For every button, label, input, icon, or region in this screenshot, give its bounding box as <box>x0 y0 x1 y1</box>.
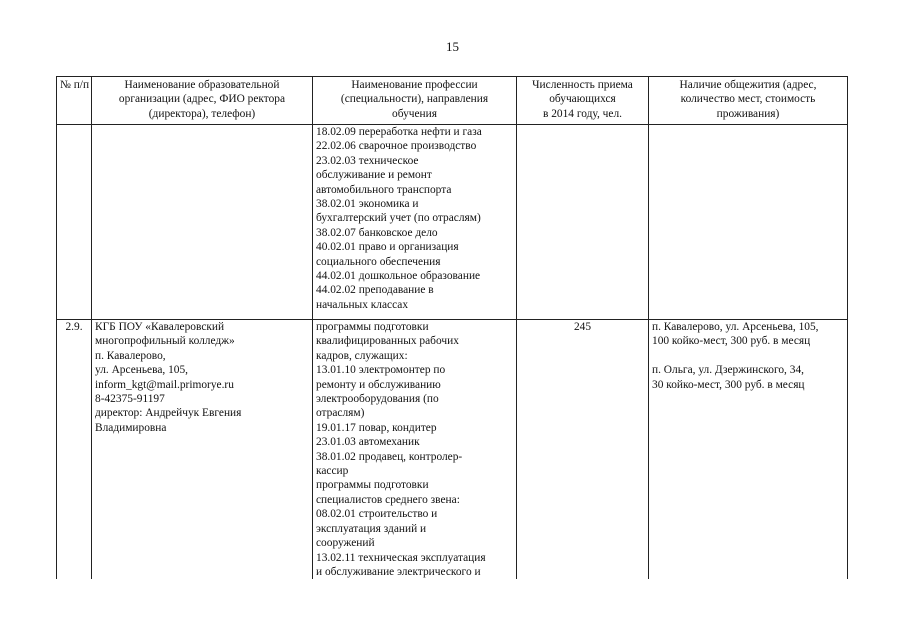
profession-line: 22.02.06 сварочное производство <box>316 140 477 153</box>
dormitory-line: п. Ольга, ул. Дзержинского, 34, <box>652 364 804 377</box>
profession-line: кадров, служащих: <box>316 349 408 362</box>
institutions-table <box>56 76 848 579</box>
profession-line: 40.02.01 право и организация <box>316 241 459 254</box>
profession-line: отраслям) <box>316 407 365 420</box>
cell-number <box>57 125 92 320</box>
profession-line: специалистов среднего звена: <box>316 493 460 506</box>
profession-line: автомобильного транспорта <box>316 183 452 196</box>
header-dormitory <box>649 77 848 125</box>
profession-line: и обслуживание электрического и <box>316 565 481 578</box>
header-line: обучения <box>392 107 437 120</box>
cell-organization <box>92 125 313 320</box>
org-line: многопрофильный колледж» <box>95 335 235 348</box>
profession-line: ремонту и обслуживанию <box>316 378 441 391</box>
header-line: Наличие общежития (адрес, <box>679 79 817 91</box>
header-number <box>57 77 92 125</box>
header-line: организации (адрес, ФИО ректора <box>118 93 286 106</box>
header-line: обучающихся <box>549 93 616 106</box>
profession-line: 44.02.01 дошкольное образование <box>316 270 481 283</box>
org-line: директор: Андрейчук Евгения <box>95 407 242 420</box>
profession-line: программы подготовки <box>316 321 429 333</box>
header-organization <box>92 77 313 125</box>
profession-line: социального обеспечения <box>316 255 441 268</box>
profession-line: 23.01.03 автомеханик <box>316 436 420 449</box>
header-enrollment <box>517 77 649 125</box>
spacer <box>652 349 844 363</box>
header-line: № п/п <box>60 79 90 91</box>
header-line: (директора), телефон) <box>148 107 256 120</box>
profession-line: программы подготовки <box>316 479 429 492</box>
profession-line: 13.01.10 электромонтер по <box>316 364 446 377</box>
profession-line: кассир <box>316 465 349 478</box>
cell-enrollment <box>517 125 649 320</box>
header-line: Наименование профессии <box>351 79 478 91</box>
profession-line: обслуживание и ремонт <box>316 169 432 182</box>
profession-line: 38.02.01 экономика и <box>316 198 419 211</box>
profession-line: квалифицированных рабочих <box>316 335 459 348</box>
header-line: (специальности), направления <box>340 93 489 106</box>
profession-line: 18.02.09 переработка нефти и газа <box>316 126 482 138</box>
profession-line: бухгалтерский учет (по отраслям) <box>316 212 481 225</box>
page-number: 15 <box>446 39 459 54</box>
enrollment-count: 245 <box>573 321 592 333</box>
table-row <box>57 320 848 580</box>
org-phone: 8-42375-91197 <box>95 393 165 406</box>
org-line: ул. Арсеньева, 105, <box>95 364 189 377</box>
org-line: п. Кавалерово, <box>95 349 166 362</box>
profession-line: электрооборудования (по <box>316 393 439 406</box>
dormitory-line: п. Кавалерово, ул. Арсеньева, 105, <box>652 321 819 333</box>
profession-line: 38.02.07 банковское дело <box>316 226 438 239</box>
cell-organization <box>92 320 313 580</box>
profession-line: 38.01.02 продавец, контролер- <box>316 450 463 463</box>
profession-line: 44.02.02 преподавание в <box>316 284 434 297</box>
profession-line: сооружений <box>316 537 375 550</box>
profession-line: 23.02.03 техническое <box>316 154 419 167</box>
header-line: Наименование образовательной <box>124 79 280 91</box>
org-line: КГБ ПОУ «Кавалеровский <box>95 321 225 333</box>
cell-professions <box>313 320 517 580</box>
org-email: inform_kgt@mail.primorye.ru <box>95 378 234 391</box>
cell-dormitory <box>649 320 848 580</box>
cell-dormitory <box>649 125 848 320</box>
profession-line: 08.02.01 строительство и <box>316 508 438 521</box>
header-line: в 2014 году, чел. <box>543 107 622 120</box>
cell-number <box>57 320 92 580</box>
table-header-row <box>57 77 848 125</box>
profession-line: начальных классах <box>316 298 409 311</box>
cell-professions <box>313 125 517 320</box>
profession-line: 13.02.11 техническая эксплуатация <box>316 551 486 564</box>
header-line: проживания) <box>716 107 780 120</box>
header-line: количество мест, стоимость <box>680 93 816 106</box>
header-profession <box>313 77 517 125</box>
header-line: Численность приема <box>532 79 633 91</box>
profession-line: 19.01.17 повар, кондитер <box>316 421 437 434</box>
dormitory-line: 30 койко-мест, 300 руб. в месяц <box>652 378 805 391</box>
profession-line: эксплуатация зданий и <box>316 522 427 535</box>
row-number: 2.9. <box>65 321 83 333</box>
dormitory-line: 100 койко-мест, 300 руб. в месяц <box>652 335 811 348</box>
cell-enrollment <box>517 320 649 580</box>
table-row <box>57 125 848 320</box>
org-line: Владимировна <box>95 421 167 434</box>
